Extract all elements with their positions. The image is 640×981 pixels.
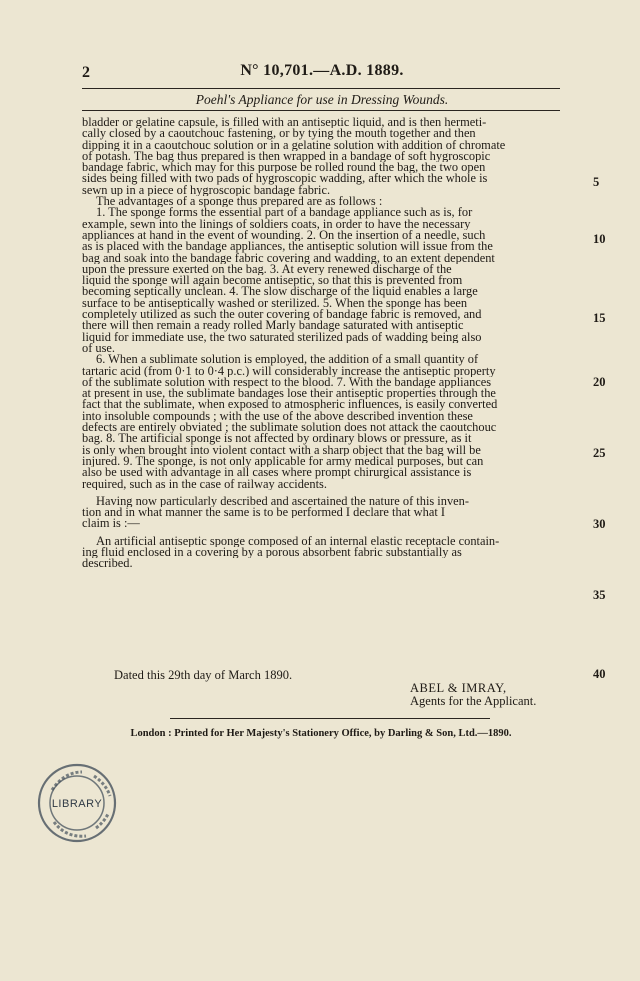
page-number: 2 xyxy=(82,64,90,81)
agent-name: ABEL & IMRAY, xyxy=(410,681,507,695)
text-line: completely utilized as such the outer covering of bandage fabric is removed, and xyxy=(82,309,482,321)
text-line: bag and soak into the bandage fabric covering and wadding, to an extent dependent xyxy=(82,252,495,264)
text-line: of the sublimate solution with respect to the blood. 7. With the bandage appliances xyxy=(82,376,492,389)
text-line: also be used with advantage in all cases where prompt chirurgical assistance is xyxy=(82,467,472,479)
text-line: tartaric acid (from 0·1 to 0·4 p.c.) will considerably increase the antiseptic property xyxy=(82,365,496,377)
text-line: 6. When a sublimate solution is employed, the addition of a small quantity of xyxy=(96,354,479,366)
text-line: sides being filled with two pads of hygroscopic wadding, after which the whole is xyxy=(82,173,488,185)
text-line: dipping it in a caoutchouc solution or in a gelatine solution with addition of chromate xyxy=(82,139,506,151)
text-line: surface to be antiseptically washed or sterilized. 5. When the sponge has been xyxy=(82,297,468,310)
text-line: there will then remain a ready rolled Marly bandage saturated with antiseptic xyxy=(82,320,464,332)
running-title: Poehl's Appliance for use in Dressing Wounds. xyxy=(195,92,449,107)
claim-line: ing fluid enclosed in a covering by a porous absorbent fabric substantially as xyxy=(82,546,462,559)
margin-line-number: 30 xyxy=(593,517,606,531)
agent-role: Agents for the Applicant. xyxy=(410,694,537,708)
dated-line: Dated this 29th day of March 1890. xyxy=(114,668,293,682)
text-line: sewn up in a piece of hygroscopic bandage fabric. xyxy=(82,184,331,197)
text-line: liquid the sponge will again become antiseptic, so that this is prevented from xyxy=(82,275,463,287)
text-line: defects are entirely obviated ; the sublimate solution does not attack the caoutchouc xyxy=(82,422,497,434)
text-line: example, sewn into the linings of soldiers coats, in order to have the necessary xyxy=(82,218,471,230)
text-line: bandage fabric, which may for this purpose be rolled round the bag, the two open xyxy=(82,162,486,174)
margin-line-number: 10 xyxy=(593,232,606,246)
text-line: is only when brought into violent contact with a sharp object that the bag will be xyxy=(82,444,481,456)
margin-line-number: 35 xyxy=(593,588,606,602)
claim-intro-line: tion and in what manner the same is to be performed I declare that what I xyxy=(82,507,445,519)
margin-line-number: 25 xyxy=(593,446,606,460)
text-line: injured. 9. The sponge, is not only applicable for army medical purposes, but can xyxy=(82,455,484,468)
text-line: 1. The sponge forms the essential part of a bandage appliance such as is, for xyxy=(96,207,473,219)
margin-line-number: 20 xyxy=(593,375,606,389)
claim-line: An artificial antiseptic sponge composed of an internal elastic receptacle contain- xyxy=(96,535,500,547)
claim-intro-line: claim is :— xyxy=(82,518,140,530)
text-line: appliances at hand in the event of wounding. 2. On the insertion of a needle, such xyxy=(82,229,486,242)
margin-line-number: 40 xyxy=(593,667,606,681)
title-rule xyxy=(82,110,560,111)
text-line: of use. xyxy=(82,342,116,355)
text-line: bladder or gelatine capsule, is filled with an antiseptic liquid, and is then hermeti- xyxy=(82,117,487,129)
patent-number: N° 10,701.—A.D. 1889. xyxy=(240,62,404,79)
text-line: required, such as in the case of railway accidents. xyxy=(82,478,327,490)
stamp-label: LIBRARY xyxy=(51,798,103,810)
header-rule xyxy=(82,88,560,89)
printer-imprint: London : Printed for Her Majesty's Stationery Office, by Darling & Son, Ltd.—1890. xyxy=(130,728,512,739)
text-line: becoming septically unclean. 4. The slow discharge of the liquid enables a large xyxy=(82,286,478,298)
specification-text xyxy=(82,117,552,570)
text-line: at present in use, the sublimate bandages lose their antiseptic properties through the xyxy=(82,388,496,400)
claim-intro-line: Having now particularly described and ascertained the nature of this inven- xyxy=(96,495,469,508)
text-line: fact that the sublimate, when exposed to atmospheric influences, is easily converted xyxy=(82,399,498,411)
text-line: bag. 8. The artificial sponge is not affected by ordinary blows or pressure, as it xyxy=(82,433,472,445)
text-line: upon the pressure exerted on the bag. 3. At every renewed discharge of the xyxy=(82,263,452,276)
claim-line: described. xyxy=(82,558,133,570)
text-line: of potash. The bag thus prepared is then wrapped in a bandage of soft hygroscopic xyxy=(82,150,491,163)
text-line: liquid for immediate use, the two saturated sterilized pads of wadding being also xyxy=(82,331,482,343)
text-line: cally closed by a caoutchouc fastening, or by tying the mouth together and then xyxy=(82,128,476,140)
page-header xyxy=(82,60,562,84)
text-line: The advantages of a sponge thus prepared are as follows : xyxy=(96,196,383,208)
footer-rule xyxy=(170,718,490,719)
text-line: as is placed with the bandage appliances, the antiseptic solution will issue from the xyxy=(82,241,493,253)
library-stamp-icon xyxy=(34,760,120,846)
margin-line-number: 5 xyxy=(593,175,600,189)
margin-line-number: 15 xyxy=(593,311,606,325)
text-line: into insoluble compounds ; with the use of the above described invention these xyxy=(82,410,473,423)
